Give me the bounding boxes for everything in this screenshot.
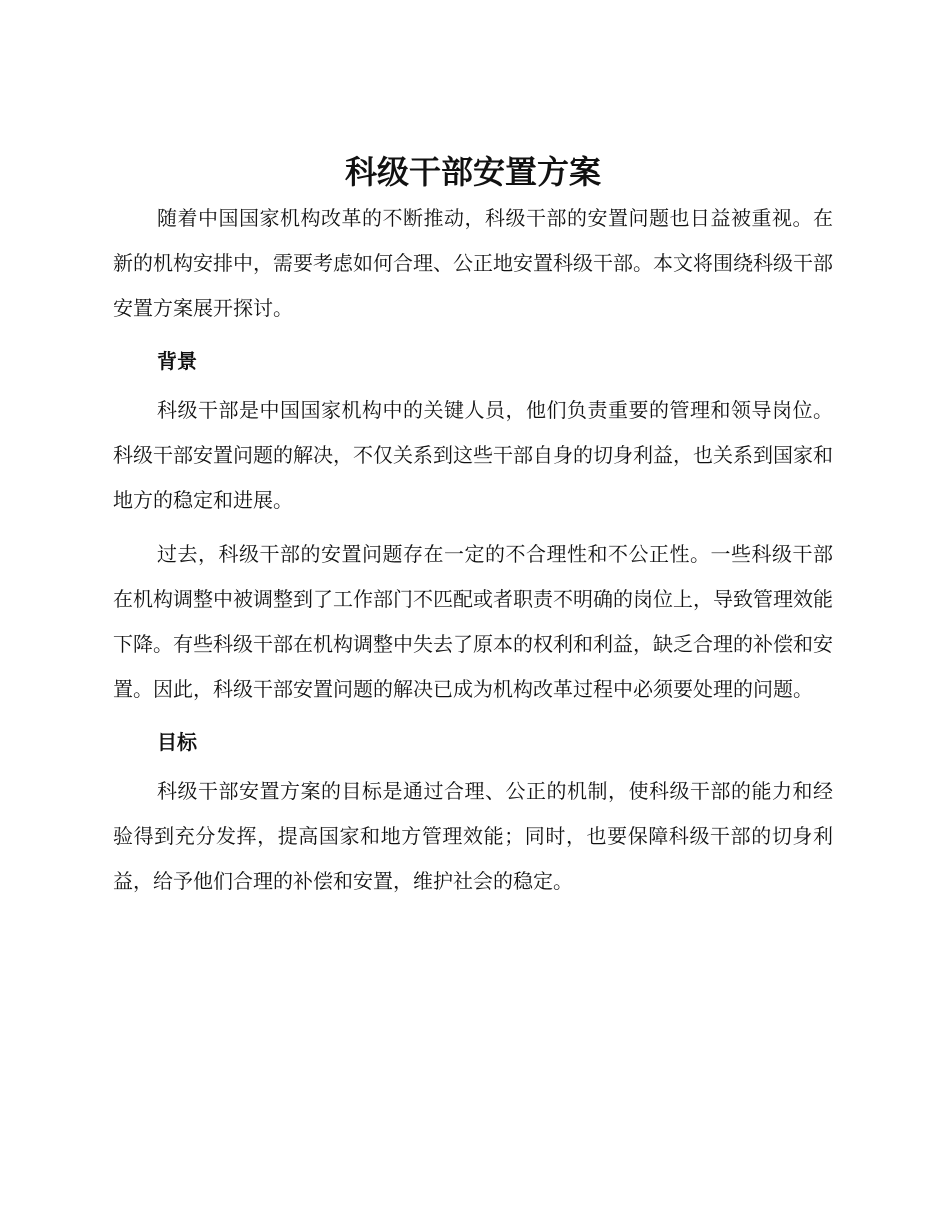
section-goal: [113, 720, 833, 904]
document-page: [113, 150, 833, 904]
paragraph: 科级干部是中国国家机构中的关键人员，他们负责重要的管理和领导岗位。科级干部安置问题的解决，不仅关系到这些干部自身的切身利益，也关系到国家和地方的稳定和进展。: [113, 398, 833, 512]
section-heading-goal: 目标: [157, 730, 197, 754]
paragraph: 过去，科级干部的安置问题存在一定的不合理性和不公正性。一些科级干部在机构调整中被调整到了工作部门不匹配或者职责不明确的岗位上，导致管理效能下降。有些科级干部在机构调整中失去了原本的权利和利益，缺乏合理的补偿和安置。因此，科级干部安置问题的解决已成为机构改革过程中必须要处理的问题。: [113, 542, 833, 701]
paragraph: 科级干部安置方案的目标是通过合理、公正的机制，使科级干部的能力和经验得到充分发挥，提高国家和地方管理效能；同时，也要保障科级干部的切身利益，给予他们合理的补偿和安置，维护社会的稳定。: [113, 779, 833, 893]
document-title: 科级干部安置方案: [344, 153, 601, 191]
section-heading-background: 背景: [157, 349, 197, 373]
section-background: [113, 339, 833, 712]
intro-paragraph: 随着中国国家机构改革的不断推动，科级干部的安置问题也日益被重视。在新的机构安排中，需要考虑如何合理、公正地安置科级干部。本文将围绕科级干部安置方案展开探讨。: [113, 206, 833, 320]
